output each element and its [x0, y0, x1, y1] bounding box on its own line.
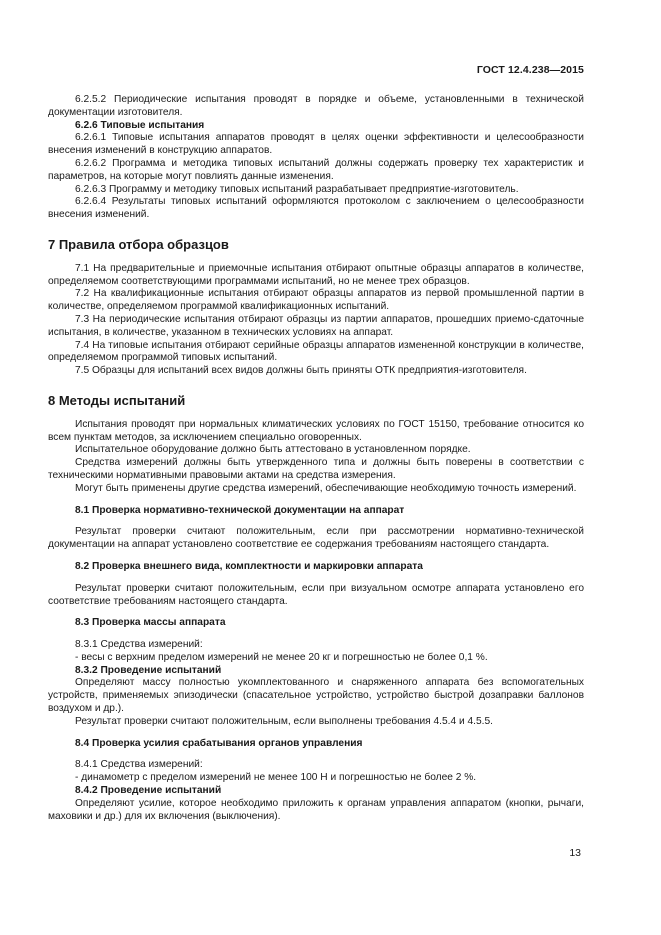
paragraph-8-4-2: Определяют усилие, которое необходимо приложить к органам управления аппаратом (кнопки, рычаги, маховики и др.) для их включения (выключения). [48, 797, 584, 822]
section-8-4-title: 8.4 Проверка усилия срабатывания органов управления [75, 737, 363, 749]
paragraph-8-3-1: 8.3.1 Средства измерений: [75, 639, 203, 651]
paragraph-7-2: 7.2 На квалификационные испытания отбирают образцы аппаратов из первой промышленной партии в количестве, определяемом программой квалификационных испытаний. [48, 288, 584, 313]
section-8-2-title: 8.2 Проверка внешнего вида, комплектности и маркировки аппарата [75, 560, 423, 572]
paragraph-7-1: 7.1 На предварительные и приемочные испытания отбирают опытные образцы аппаратов в количестве, определяемом соответствующими программами испытаний, но не менее трех образцов. [48, 262, 584, 287]
paragraph-8-equipment: Испытательное оборудование должно быть аттестовано в установленном порядке. [75, 444, 471, 456]
page-content [48, 94, 584, 823]
paragraph-6-2-6-2: 6.2.6.2 Программа и методика типовых испытаний должны содержать проверку тех характеристик и параметров, на которые могут повлиять данные изменения. [48, 157, 584, 182]
standard-header: ГОСТ 12.4.238—2015 [476, 64, 584, 76]
list-item-dynamometer: - динамометр с пределом измерений не менее 100 Н и погрешностью не более 2 %. [75, 772, 477, 784]
paragraph-6-2-6-4: 6.2.6.4 Результаты типовых испытаний оформляются протоколом с заключением о целесообразности внесения изменений. [48, 196, 584, 221]
subheading-6-2-6: 6.2.6 Типовые испытания [75, 119, 205, 131]
paragraph-8-1: Результат проверки считают положительным, если при рассмотрении нормативно-технической документации на аппарат установлено соответствие ее содержания требованиям настоящего стандарта. [48, 526, 584, 551]
subheading-8-4-2: 8.4.2 Проведение испытаний [75, 785, 222, 797]
paragraph-8-3-2: Определяют массу полностью укомплектованного и снаряженного аппарата без вспомогательных устройств, применяемых эпизодически (спасательное устройство, устройство быстрой дозаправки баллонов воздухом и др.). [48, 677, 584, 715]
paragraph-7-3: 7.3 На периодические испытания отбирают образцы из партии аппаратов, прошедших приемо-сдаточные испытания, в количестве, указанном в технических условиях на аппарат. [48, 313, 584, 338]
paragraph-8-instruments: Средства измерений должны быть утвержденного типа и должны быть поверены в соответствии с техническими нормативными правовыми актами на средства измерения. [48, 457, 584, 481]
paragraph-6-2-5-2: 6.2.5.2 Периодические испытания проводят в порядке и объеме, установленными в технической документации изготовителя. [48, 94, 584, 118]
paragraph-8-other: Могут быть применены другие средства измерений, обеспечивающие необходимую точность измерений. [75, 482, 577, 494]
subheading-8-3-2: 8.3.2 Проведение испытаний [75, 664, 222, 676]
page-number: 13 [569, 847, 581, 859]
section-8-title: 8 Методы испытаний [48, 392, 186, 408]
section-8-1-title: 8.1 Проверка нормативно-технической документации на аппарат [75, 504, 405, 516]
paragraph-6-2-6-1: 6.2.6.1 Типовые испытания аппаратов проводят в целях оценки эффективности и целесообразности внесения изменений в конструкцию аппаратов. [48, 132, 584, 157]
paragraph-8-4-1: 8.4.1 Средства измерений: [75, 759, 203, 771]
section-7-title: 7 Правила отбора образцов [48, 236, 229, 252]
paragraph-8-3-result: Результат проверки считают положительным, если выполнены требования 4.5.4 и 4.5.5. [75, 715, 493, 727]
paragraph-7-5: 7.5 Образцы для испытаний всех видов должны быть приняты ОТК предприятия-изготовителя. [75, 365, 527, 377]
paragraph-7-4: 7.4 На типовые испытания отбирают серийные образцы аппаратов измененной конструкции в количестве, определяемом программой типовых испытаний. [48, 339, 584, 364]
paragraph-8-conditions: Испытания проводят при нормальных климатических условиях по ГОСТ 15150, требование относится ко всем пунктам методов, за исключением специально оговоренных. [48, 418, 584, 443]
paragraph-8-2: Результат проверки считают положительным, если при визуальном осмотре аппарата установлено его соответствие требованиям настоящего стандарта. [48, 582, 584, 607]
list-item-scales: - весы с верхним пределом измерений не менее 20 кг и погрешностью не более 0,1 %. [75, 651, 488, 663]
section-8-3-title: 8.3 Проверка массы аппарата [75, 617, 226, 629]
paragraph-6-2-6-3: 6.2.6.3 Программу и методику типовых испытаний разрабатывает предприятие-изготовитель. [75, 183, 519, 195]
